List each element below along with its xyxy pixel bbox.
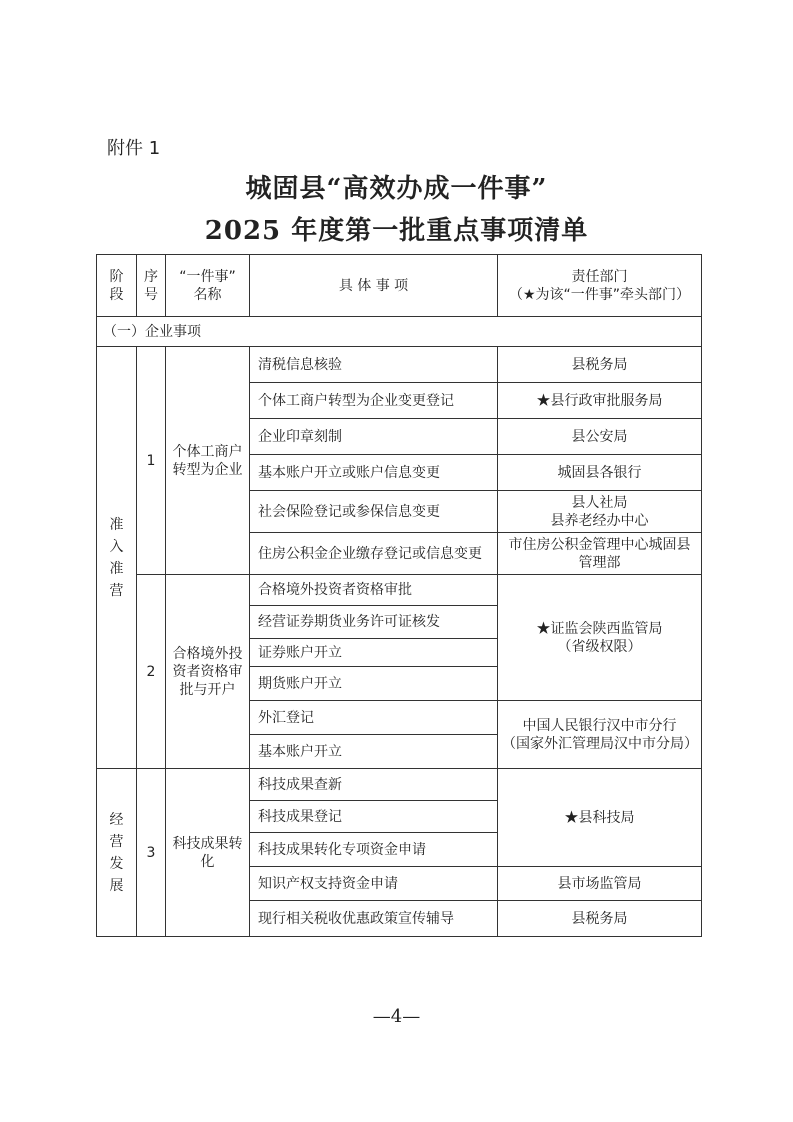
document-title-line1: 城固县“高效办成一件事” [245, 174, 548, 204]
col-header-name: “一件事” 名称 [166, 255, 250, 317]
stage-label: 经营发展 [109, 811, 124, 894]
item-cell: 期货账户开立 [250, 667, 498, 701]
col-header-seq: 序 号 [137, 255, 166, 317]
col-header-item: 具 体 事 项 [250, 255, 498, 317]
item-cell: 外汇登记 [250, 701, 498, 735]
dept-cell: ★县科技局 [498, 769, 702, 867]
section-row [97, 317, 702, 347]
item-cell: 企业印章刻制 [250, 419, 498, 455]
annex-label: 附件 1 [107, 138, 161, 159]
stage-cell [97, 347, 137, 769]
dept-cell: ★县行政审批服务局 [498, 383, 702, 419]
item-cell: 科技成果查新 [250, 769, 498, 801]
task-name-cell: 科技成果转化 [166, 769, 250, 937]
seq-cell: 3 [137, 769, 166, 937]
table-header-row [97, 255, 702, 317]
section-label: （一）企业事项 [97, 317, 702, 347]
seq-cell: 1 [137, 347, 166, 575]
item-cell: 合格境外投资者资格审批 [250, 575, 498, 606]
document-title-line2: 2025 年度第一批重点事项清单 [204, 216, 589, 246]
col-header-stage: 阶 段 [97, 255, 137, 317]
table-row [97, 347, 702, 383]
table-row [97, 575, 702, 606]
item-cell: 经营证券期货业务许可证核发 [250, 606, 498, 639]
task-list-table [96, 254, 702, 937]
dept-cell: 中国人民银行汉中市分行 （国家外汇管理局汉中市分局） [498, 701, 702, 769]
item-cell: 基本账户开立 [250, 735, 498, 769]
dept-cell: 县人社局 县养老经办中心 [498, 491, 702, 533]
item-cell: 知识产权支持资金申请 [250, 867, 498, 901]
item-cell: 科技成果转化专项资金申请 [250, 833, 498, 867]
dept-cell: 县税务局 [498, 901, 702, 937]
item-cell: 清税信息核验 [250, 347, 498, 383]
dept-cell: ★证监会陕西监管局 （省级权限） [498, 575, 702, 701]
page-number: —4— [372, 1006, 421, 1027]
dept-cell: 县税务局 [498, 347, 702, 383]
dept-cell: 县公安局 [498, 419, 702, 455]
seq-cell: 2 [137, 575, 166, 769]
stage-cell [97, 769, 137, 937]
task-name-cell: 个体工商户转型为企业 [166, 347, 250, 575]
item-cell: 住房公积金企业缴存登记或信息变更 [250, 533, 498, 575]
dept-cell: 城固县各银行 [498, 455, 702, 491]
col-header-dept: 责任部门 （★为该“一件事”牵头部门） [498, 255, 702, 317]
item-cell: 科技成果登记 [250, 801, 498, 833]
dept-cell: 市住房公积金管理中心城固县管理部 [498, 533, 702, 575]
item-cell: 证券账户开立 [250, 639, 498, 667]
dept-cell: 县市场监管局 [498, 867, 702, 901]
item-cell: 社会保险登记或参保信息变更 [250, 491, 498, 533]
stage-label: 准入准营 [109, 516, 124, 599]
item-cell: 个体工商户转型为企业变更登记 [250, 383, 498, 419]
item-cell: 基本账户开立或账户信息变更 [250, 455, 498, 491]
item-cell: 现行相关税收优惠政策宣传辅导 [250, 901, 498, 937]
table-row [97, 769, 702, 801]
task-name-cell: 合格境外投资者资格审批与开户 [166, 575, 250, 769]
